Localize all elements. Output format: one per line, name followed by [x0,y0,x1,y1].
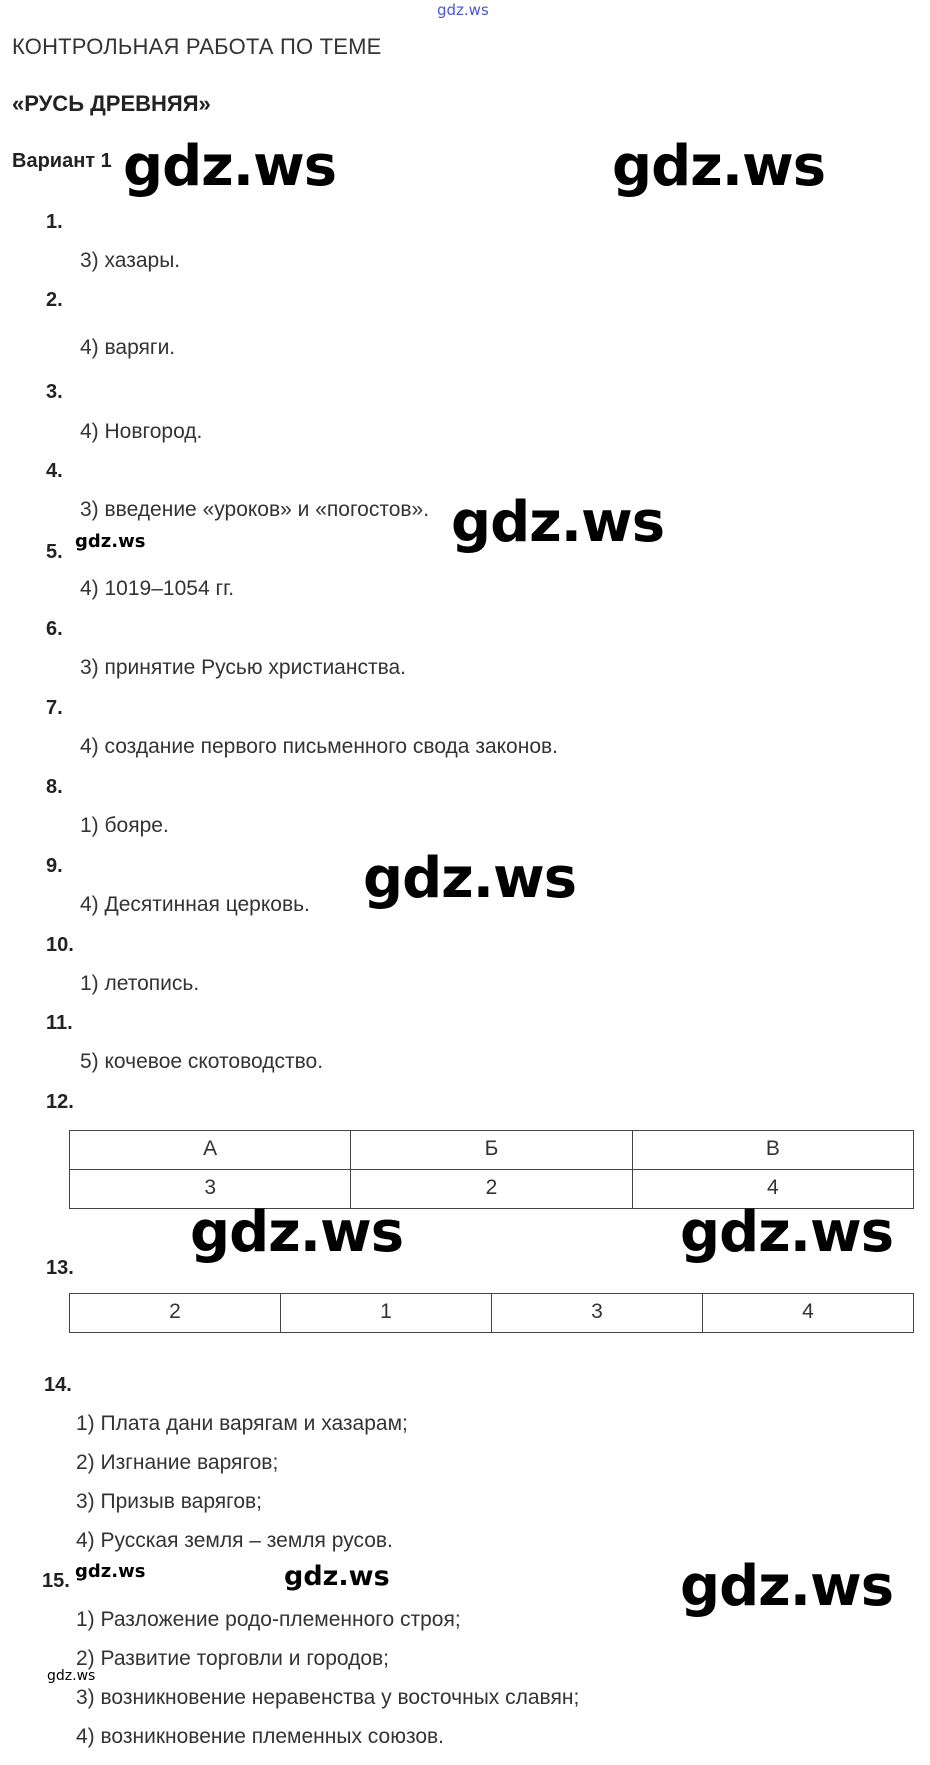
table-header-cell: Б [351,1131,632,1170]
question-number: 8. [46,776,63,798]
table-header-cell: А [70,1131,351,1170]
page-subtitle: «РУСЬ ДРЕВНЯЯ» [12,91,211,116]
variant-label: Вариант 1 [12,150,112,172]
answer-text: 4) варяги. [80,336,176,359]
answer-text: 4) Десятинная церковь. [80,893,310,916]
table-cell: 3 [492,1294,703,1333]
answer-line: 3) возникновение неравенства у восточных славян; [76,1686,580,1709]
question-number: 2. [46,289,63,311]
answer-line: 3) Призыв варягов; [76,1490,263,1513]
question-number: 5. [46,541,63,563]
answer-text: 4) Новгород. [80,420,203,443]
watermark: gdz.ws [123,134,337,199]
top-watermark: gdz.ws [437,1,489,19]
answer-line: 1) Плата дани варягам и хазарам; [76,1412,408,1435]
answer-text: 1) бояре. [80,814,169,837]
watermark: gdz.ws [284,1561,390,1592]
table-cell: 2 [70,1294,281,1333]
table-row [70,1131,914,1170]
table-cell: 2 [351,1170,632,1209]
answer-text: 4) 1019–1054 гг. [80,577,235,600]
table-cell: 4 [703,1294,914,1333]
answer-text: 3) введение «уроков» и «погостов». [80,498,430,521]
page-title: КОНТРОЛЬНАЯ РАБОТА ПО ТЕМЕ [12,34,382,59]
watermark: gdz.ws [612,134,826,199]
question-number: 15. [42,1570,70,1592]
question-number: 7. [46,697,63,719]
watermark: gdz.ws [451,490,665,555]
answer-text: 5) кочевое скотоводство. [80,1050,324,1073]
table-cell: 3 [70,1170,351,1209]
answer-line: 4) возникновение племенных союзов. [76,1725,445,1748]
question-number: 4. [46,460,63,482]
watermark: gdz.ws [190,1200,404,1265]
answer-line: 1) Разложение родо-племенного строя; [76,1608,461,1631]
answer-table-13 [69,1293,914,1333]
table-cell: 4 [632,1170,913,1209]
question-number: 6. [46,618,63,640]
question-number: 14. [44,1374,72,1396]
question-number: 13. [46,1257,74,1279]
table-row [70,1294,914,1333]
answer-table-12 [69,1130,914,1209]
table-cell: 1 [281,1294,492,1333]
question-number: 10. [46,934,74,956]
watermark: gdz.ws [75,1561,146,1582]
question-number: 12. [46,1091,74,1113]
question-number: 1. [46,211,63,233]
watermark: gdz.ws [47,1668,96,1684]
watermark: gdz.ws [680,1554,894,1619]
answer-text: 3) хазары. [80,249,181,272]
watermark: gdz.ws [363,846,577,911]
answer-line: 4) Русская земля – земля русов. [76,1529,393,1552]
watermark: gdz.ws [75,531,146,552]
watermark: gdz.ws [680,1200,894,1265]
table-header-cell: В [632,1131,913,1170]
question-number: 3. [46,381,63,403]
question-number: 9. [46,855,63,877]
answer-line: 2) Изгнание варягов; [76,1451,279,1474]
answer-text: 4) создание первого письменного свода законов. [80,735,558,758]
answer-text: 3) принятие Русью христианства. [80,656,407,679]
answer-text: 1) летопись. [80,972,200,995]
answer-line: 2) Развитие торговли и городов; [76,1647,390,1670]
question-number: 11. [46,1012,73,1034]
